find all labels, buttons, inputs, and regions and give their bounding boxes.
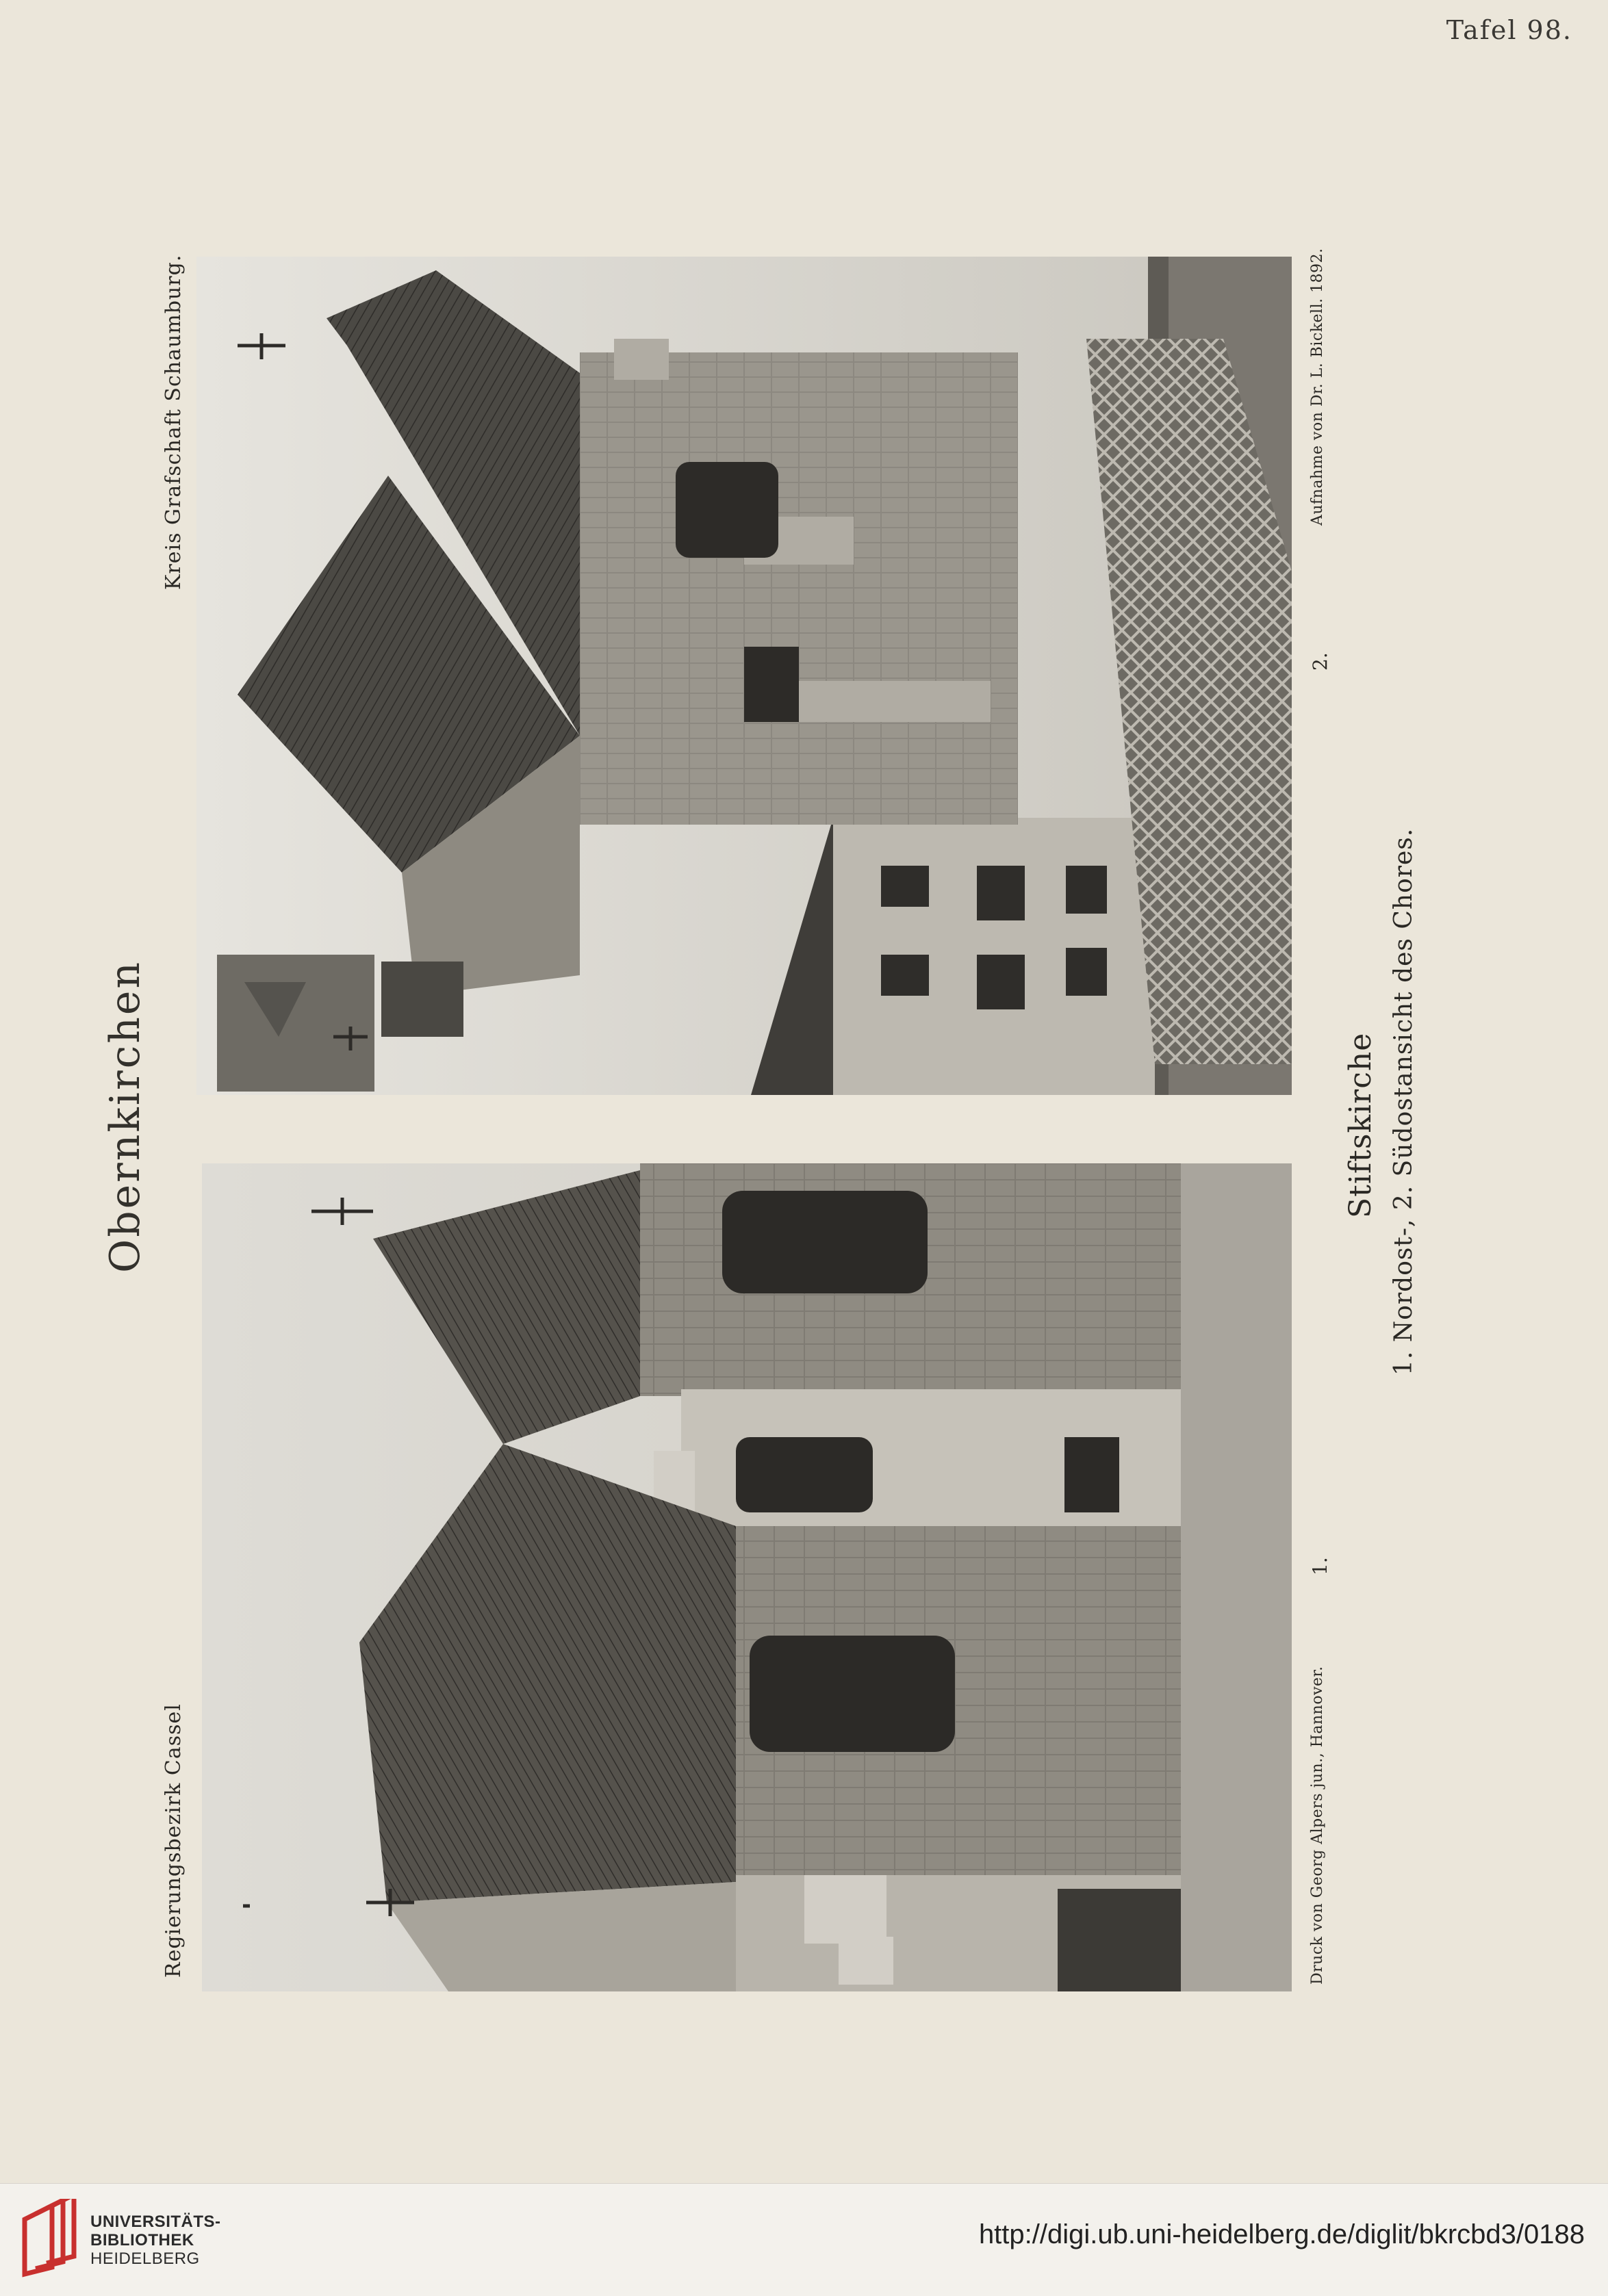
photo-1-credit: Druck von Georg Alpers jun., Hannover. xyxy=(1309,1666,1326,1985)
church-southeast-illustration xyxy=(196,257,1292,1095)
library-name xyxy=(90,2213,221,2268)
place-title: Obernkirchen xyxy=(101,959,149,1273)
plate-number: Tafel 98. xyxy=(1446,15,1572,45)
region-label: Regierungsbezirk Cassel xyxy=(162,1703,186,1978)
library-footer xyxy=(0,2183,1608,2296)
caption-title: Stiftskirche xyxy=(1343,1032,1378,1218)
church-northeast-illustration xyxy=(202,1163,1292,1991)
caption-subtitle: 1. Nordost-, 2. Südostansicht des Chores. xyxy=(1390,827,1418,1376)
book-stack-icon xyxy=(18,2199,84,2280)
photo-southeast-view xyxy=(196,257,1292,1095)
photo-1-label: 1. xyxy=(1309,1557,1331,1575)
photo-2-credit: Aufnahme von Dr. L. Bickell. 1892. xyxy=(1309,248,1326,526)
photo-northeast-view xyxy=(202,1163,1292,1991)
library-name-line-3: HEIDELBERG xyxy=(90,2249,200,2268)
photo-2-label: 2. xyxy=(1309,652,1331,671)
library-name-line-1: UNIVERSITÄTS- xyxy=(90,2213,221,2231)
library-name-line-2: BIBLIOTHEK xyxy=(90,2231,194,2249)
district-label: Kreis Grafschaft Schaumburg. xyxy=(162,254,186,590)
source-url-link[interactable]: http://digi.ub.uni-heidelberg.de/diglit/bkrcbd3/0188 xyxy=(978,2219,1585,2249)
